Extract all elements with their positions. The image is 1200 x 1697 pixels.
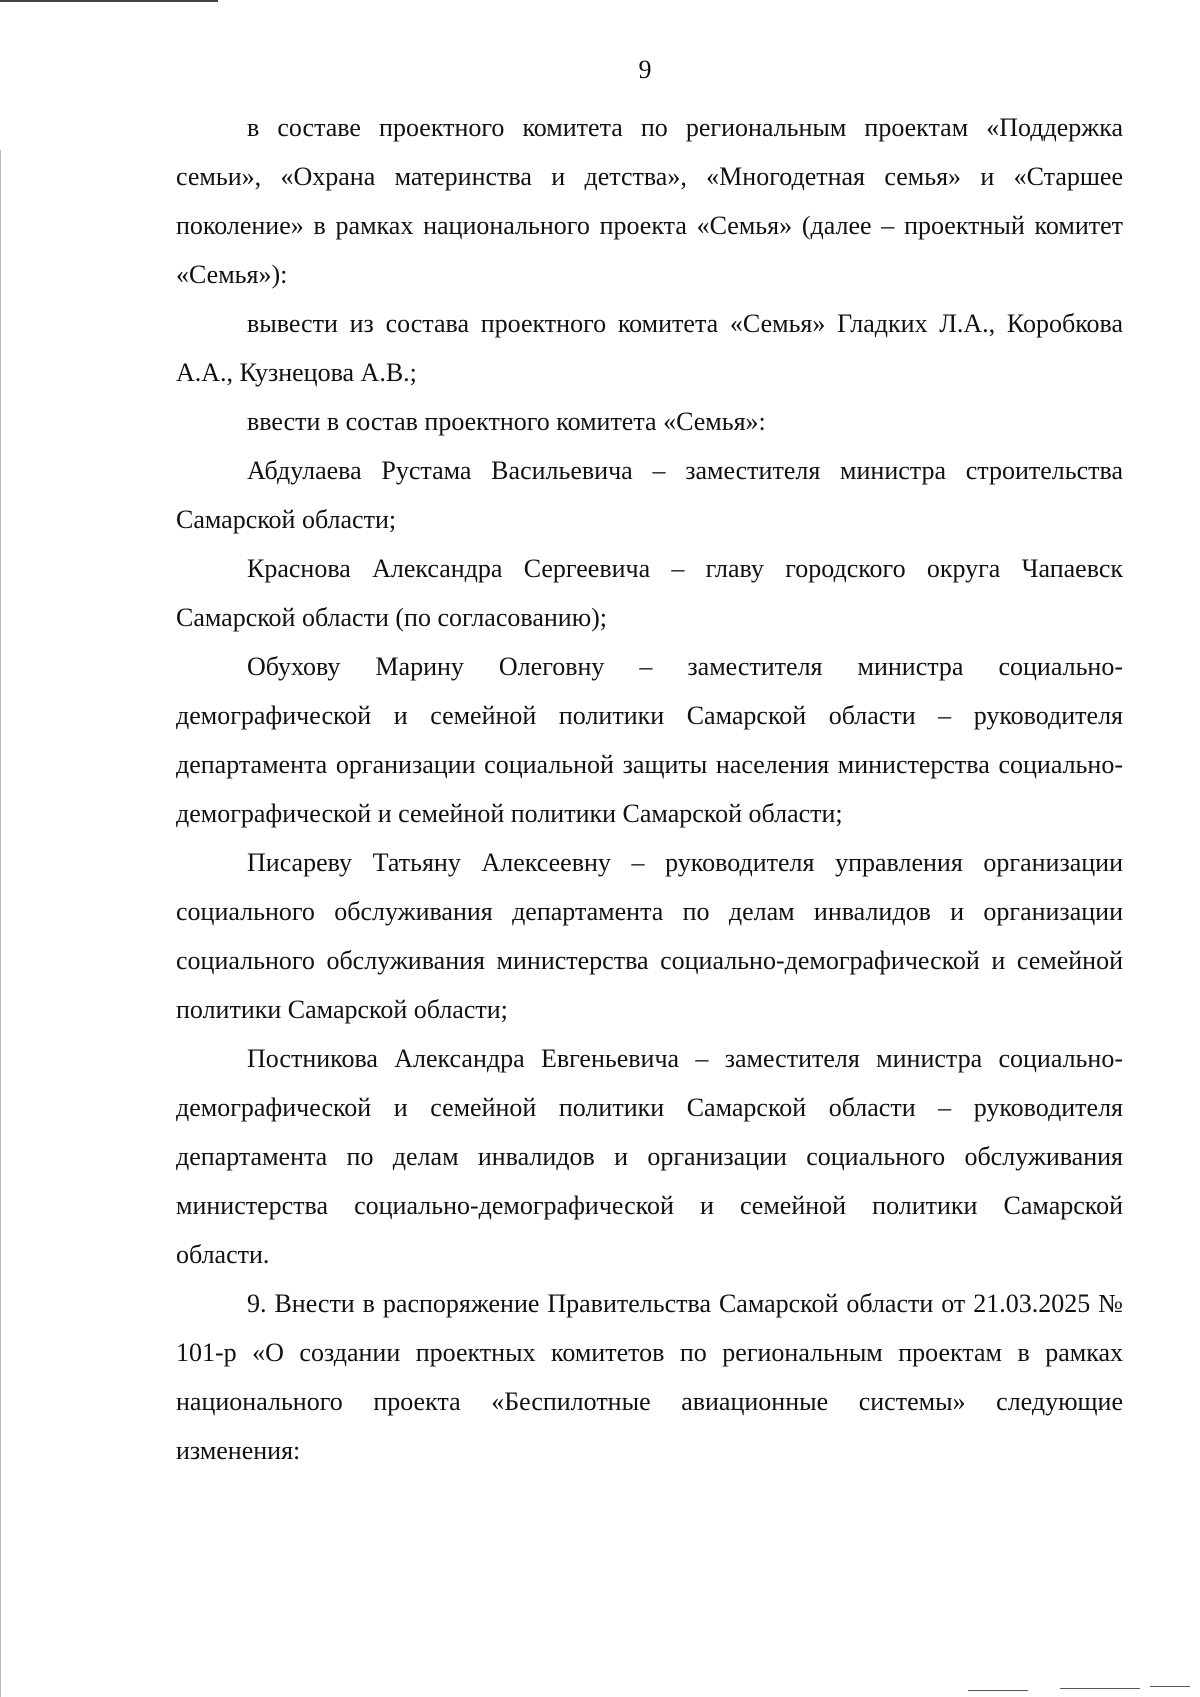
paragraph-committee-intro: в составе проектного комитета по региональным проектам «Поддержка семьи», «Охрана материнства и детства», «Многодетная семья» и «Старшее поколение» в рамках национального проекта «Семья» (далее – проектный комитет «Семья»):	[176, 113, 1123, 289]
paragraph-member-obukhova: Обухову Марину Олеговну – заместителя министра социально-демографической и семейной политики Самарской области – руководителя департамента организации социальной защиты населения министерства социально-демографической и семейной политики Самарской области;	[176, 652, 1123, 828]
page-number: 9	[638, 55, 652, 84]
scan-edge-left	[0, 150, 1, 1697]
paragraph-member-pisareva: Писареву Татьяну Алексеевну – руководителя управления организации социального обслуживания департамента по делам инвалидов и организации социального обслуживания министерства социально-демографической и семейной политики Самарской области;	[176, 848, 1123, 1024]
paragraph-item-9: 9. Внести в распоряжение Правительства Самарской области от 21.03.2025 № 101-р «О создании проектных комитетов по региональным проектам в рамках национального проекта «Беспилотные авиационные системы» следующие изменения:	[176, 1289, 1123, 1465]
scan-edge-bottom-2	[1060, 1688, 1140, 1689]
document-body	[176, 103, 1123, 1475]
paragraph-member-krasnov: Краснова Александра Сергеевича – главу городского округа Чапаевск Самарской области (по согласованию);	[176, 554, 1123, 632]
paragraph-member-postnikov: Постникова Александра Евгеньевича – заместителя министра социально-демографической и семейной политики Самарской области – руководителя департамента по делам инвалидов и организации социального обслуживания министерства социально-демографической и семейной политики Самарской области.	[176, 1044, 1123, 1269]
scan-edge-top	[0, 0, 218, 2]
paragraph-member-abdulaev: Абдулаева Рустама Васильевича – заместителя министра строительства Самарской области;	[176, 456, 1123, 534]
scan-edge-bottom-1	[968, 1690, 1028, 1691]
scan-edge-bottom-3	[1150, 1686, 1190, 1687]
paragraph-remove-members: вывести из состава проектного комитета «Семья» Гладких Л.А., Коробкова А.А., Кузнецова А.В.;	[176, 309, 1123, 387]
paragraph-add-members-intro: ввести в состав проектного комитета «Семья»:	[247, 407, 766, 436]
